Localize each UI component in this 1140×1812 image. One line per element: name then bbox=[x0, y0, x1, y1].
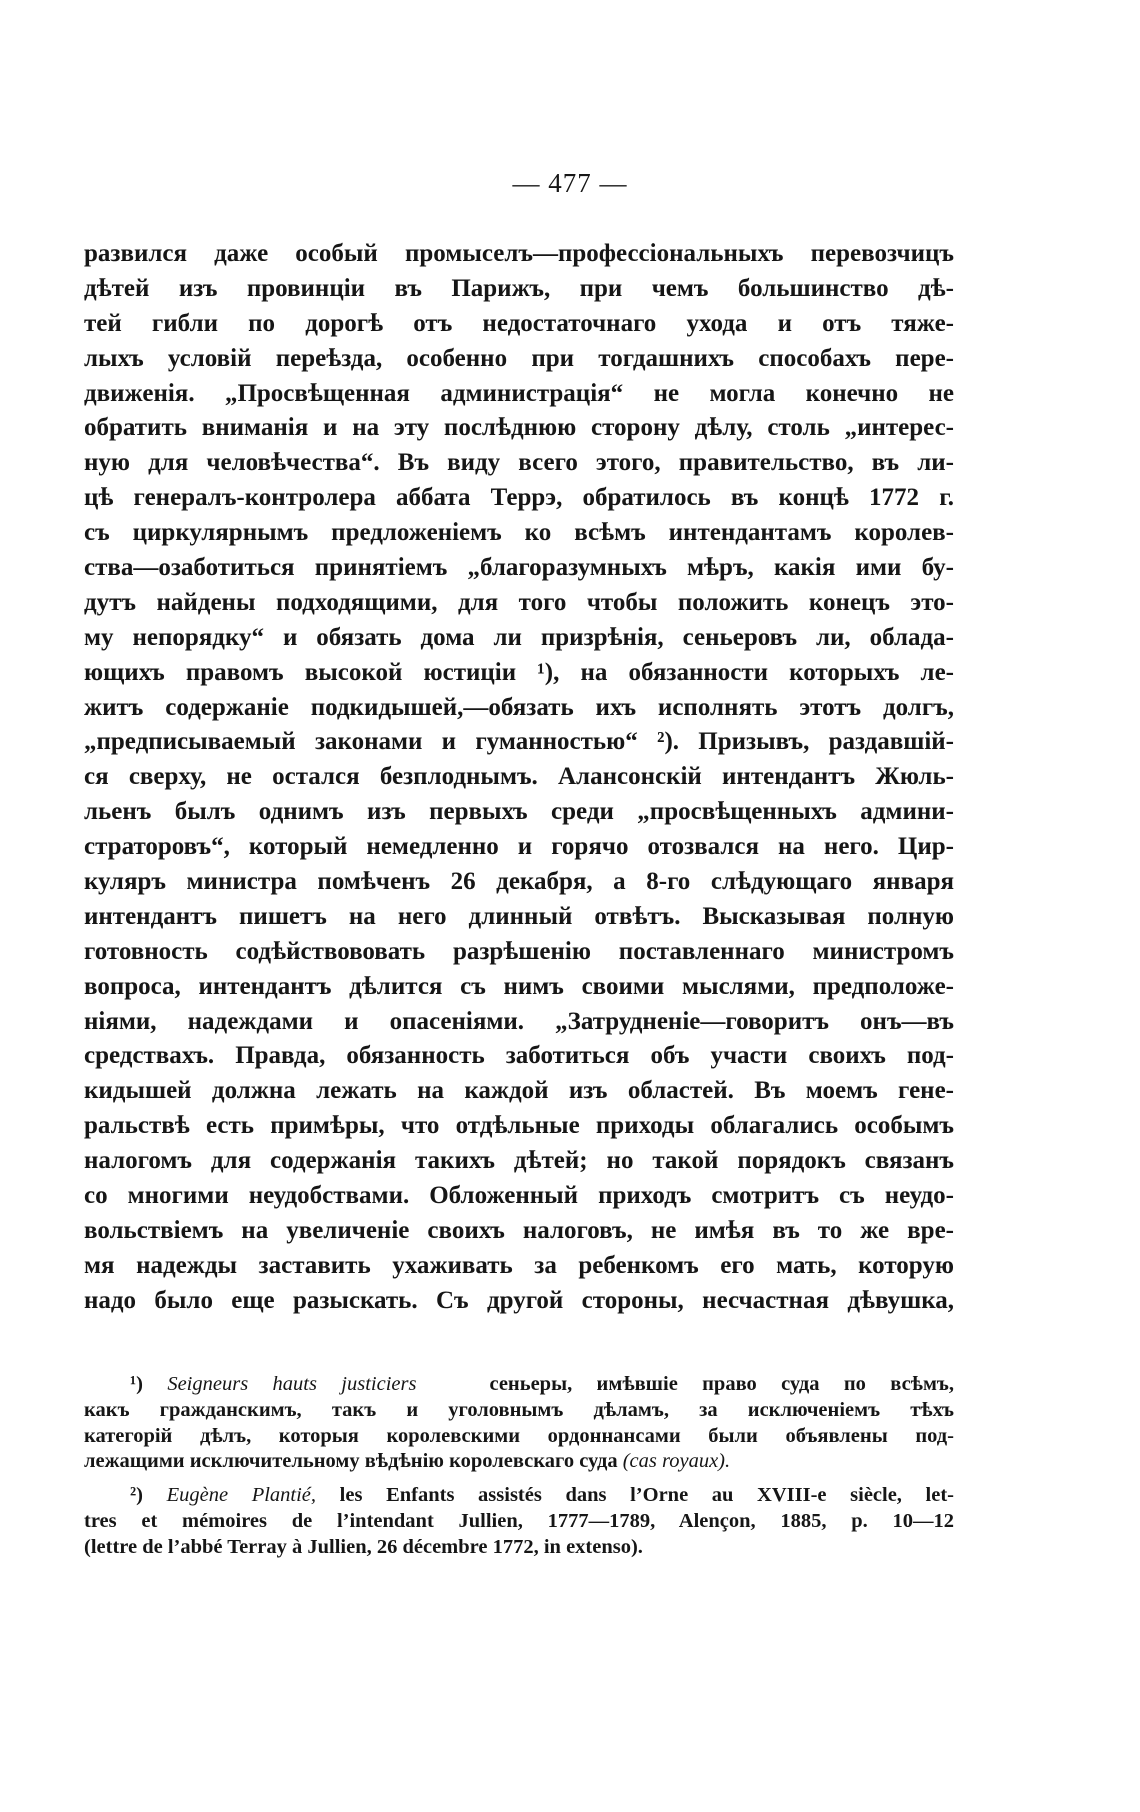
text-line: вопроса, интендантъ дѣлится съ нимъ своими мыслями, предположе- bbox=[84, 972, 954, 1000]
text-line: тей гибли по дорогѣ отъ недостаточнаго ухода и отъ тяже- bbox=[84, 309, 954, 337]
page-number: — 477 — bbox=[512, 168, 628, 198]
footnote-1-line-4-italic: (cas royaux). bbox=[622, 1450, 731, 1473]
text-line: средствахъ. Правда, обязанность заботиться объ участи своихъ под- bbox=[84, 1042, 954, 1070]
text-line: со многими неудобствами. Обложенный приходъ смотритъ съ неудо- bbox=[84, 1182, 954, 1210]
footnote-spacer bbox=[84, 1475, 954, 1483]
text-line: движенія. „Просвѣщенная администрація“ не могла конечно не bbox=[84, 379, 954, 407]
text-line: съ циркулярнымъ предложеніемъ ко всѣмъ интендантамъ королев- bbox=[84, 519, 954, 547]
text-line: надо было еще разыскать. Съ другой стороны, несчастная дѣвушка, bbox=[84, 1286, 954, 1314]
text-line: ства—озаботиться принятіемъ „благоразумныхъ мѣръ, какія ими бу- bbox=[84, 554, 954, 582]
text-line: ся сверху, не остался безплоднымъ. Алансонскій интендантъ Жюль- bbox=[84, 763, 954, 791]
text-line: налогомъ для содержанія такихъ дѣтей; но такой порядокъ связанъ bbox=[84, 1147, 954, 1175]
text-line: интендантъ пишетъ на него длинный отвѣтъ. Высказывая полную bbox=[84, 902, 954, 930]
text-line: житъ содержаніе подкидышей,—обязать ихъ исполнять этотъ долгъ, bbox=[84, 693, 954, 721]
text-line: обратить вниманія и на эту послѣднюю сторону дѣлу, столь „интерес- bbox=[84, 414, 954, 442]
footnote-1-line-1 bbox=[84, 1372, 954, 1398]
text-line: лыхъ условій переѣзда, особенно при тогдашнихъ способахъ пере- bbox=[84, 344, 954, 372]
footnote-2-text: les Enfants assistés dans l’Orne au XVIII-e siècle, let- bbox=[339, 1484, 954, 1507]
text-line: льенъ былъ однимъ изъ первыхъ среди „просвѣщенныхъ админи- bbox=[84, 798, 954, 826]
text-line: ющихъ правомъ высокой юстиціи ¹), на обязанности которыхъ ле- bbox=[84, 658, 954, 686]
footnote-2-marker: ²) bbox=[130, 1484, 143, 1507]
text-line: ральствѣ есть примѣры, что отдѣльные приходы облагались особымъ bbox=[84, 1112, 954, 1140]
footnote-1-line-3: категорій дѣлъ, которыя королевскими ордоннансами были объявлены под- bbox=[84, 1424, 954, 1447]
text-line: цѣ генералъ-контролера аббата Террэ, обратилось въ концѣ 1772 г. bbox=[84, 484, 954, 512]
footnote-2-line-1 bbox=[84, 1483, 954, 1509]
text-line: мя надежды заставить ухаживать за ребенкомъ его мать, которую bbox=[84, 1251, 954, 1279]
text-line: „предписываемый законами и гуманностью“ ²). Призывъ, раздавшій- bbox=[84, 728, 954, 756]
text-line: вольствіемъ на увеличеніе своихъ налоговъ, не имѣя въ то же вре- bbox=[84, 1216, 954, 1244]
text-line: страторовъ“, который немедленно и горячо отозвался на него. Цир- bbox=[84, 833, 954, 861]
footnote-1-text: сеньеры, имѣвшіе право суда по всѣмъ, bbox=[489, 1373, 954, 1395]
footnotes bbox=[84, 1372, 954, 1561]
text-line: ніями, надеждами и опасеніями. „Затрудненіе—говоритъ онъ—въ bbox=[84, 1007, 954, 1035]
text-line: дутъ найдены подходящими, для того чтобы положить конецъ это- bbox=[84, 588, 954, 616]
footnote-2-line-3: (lettre de l’abbé Terray à Jullien, 26 décembre 1772, in extenso). bbox=[84, 1535, 643, 1558]
main-text bbox=[84, 237, 954, 1319]
footnote-1-marker: ¹) bbox=[130, 1373, 143, 1395]
text-line: дѣтей изъ провинціи въ Парижъ, при чемъ большинство дѣ- bbox=[84, 274, 954, 302]
text-line: ную для человѣчества“. Въ виду всего этого, правительство, въ ли- bbox=[84, 449, 954, 477]
text-line: развился даже особый промыселъ—профессіональныхъ перевозчицъ bbox=[84, 240, 954, 267]
text-line: куляръ министра помѣченъ 26 декабря, а 8-го слѣдующаго января bbox=[84, 868, 954, 896]
footnote-1-line-2: какъ гражданскимъ, такъ и уголовнымъ дѣламъ, за исключеніемъ тѣхъ bbox=[84, 1398, 954, 1421]
footnote-1-line-4-text: лежащими исключительному вѣдѣнію королевскаго суда bbox=[84, 1450, 618, 1473]
text-line: му непорядку“ и обязать дома ли призрѣнія, сеньеровъ ли, облада- bbox=[84, 623, 954, 651]
text-line: кидышей должна лежать на каждой изъ областей. Въ моемъ гене- bbox=[84, 1077, 954, 1105]
footnote-1-line-4 bbox=[84, 1449, 954, 1475]
text-line: готовность содѣйствововать разрѣшенію поставленнаго министромъ bbox=[84, 937, 954, 965]
footnote-2-italic: Eugène Plantié, bbox=[166, 1484, 317, 1507]
footnote-2-line-2: tres et mémoires de l’intendant Jullien, 1777—1789, Alençon, 1885, p. 10—12 bbox=[84, 1509, 954, 1532]
footnote-1-italic: Seigneurs hauts justiciers bbox=[167, 1373, 417, 1395]
